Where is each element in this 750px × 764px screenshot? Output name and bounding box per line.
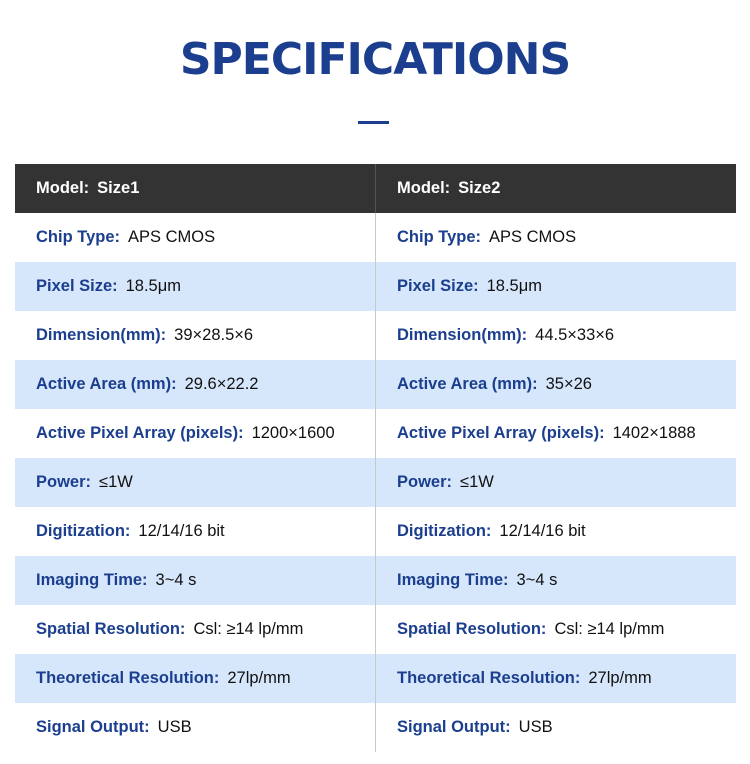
table-row (15, 262, 736, 311)
spec-label: Theoretical Resolution: (36, 669, 220, 687)
spec-cell-left (15, 458, 375, 507)
spec-value: 27lp/mm (227, 669, 291, 687)
spec-cell-left (15, 262, 375, 311)
spec-value: APS CMOS (128, 228, 216, 246)
spec-value: 3~4 s (516, 571, 558, 589)
header-value: Size2 (458, 179, 501, 197)
spec-label: Active Pixel Array (pixels): (36, 424, 244, 442)
spec-label: Signal Output: (397, 718, 511, 736)
table-row (15, 703, 736, 752)
table-header-row (15, 164, 736, 213)
header-label: Model: (36, 179, 90, 197)
table-row (15, 605, 736, 654)
header-value: Size1 (97, 179, 140, 197)
spec-cell-left (15, 605, 375, 654)
spec-value: Csl: ≥14 lp/mm (193, 620, 304, 638)
spec-cell-right (375, 213, 736, 262)
spec-cell-right (375, 311, 736, 360)
spec-cell-right (375, 409, 736, 458)
title-underline (358, 121, 389, 124)
spec-value: Csl: ≥14 lp/mm (554, 620, 665, 638)
spec-cell-left (15, 213, 375, 262)
spec-label: Active Pixel Array (pixels): (397, 424, 605, 442)
spec-label: Spatial Resolution: (397, 620, 547, 638)
spec-value: 1200×1600 (251, 424, 335, 442)
spec-cell-right (375, 703, 736, 752)
table-row (15, 213, 736, 262)
header-cell-left (15, 164, 375, 213)
table-row (15, 311, 736, 360)
spec-cell-left (15, 360, 375, 409)
spec-cell-right (375, 654, 736, 703)
spec-label: Chip Type: (397, 228, 482, 246)
spec-value: USB (518, 718, 553, 736)
header-label: Model: (397, 179, 451, 197)
page-title: SPECIFICATIONS (179, 34, 571, 85)
spec-table (15, 164, 736, 752)
spec-value: 29.6×22.2 (184, 375, 259, 393)
spec-value: ≤1W (99, 473, 133, 491)
spec-value: 18.5μm (486, 277, 542, 295)
spec-cell-right (375, 605, 736, 654)
spec-value: 18.5μm (125, 277, 181, 295)
table-row (15, 409, 736, 458)
spec-label: Theoretical Resolution: (397, 669, 581, 687)
table-row (15, 458, 736, 507)
spec-value: 12/14/16 bit (499, 522, 586, 540)
spec-cell-left (15, 507, 375, 556)
spec-value: USB (157, 718, 192, 736)
spec-label: Imaging Time: (397, 571, 509, 589)
spec-label: Active Area (mm): (36, 375, 177, 393)
spec-label: Spatial Resolution: (36, 620, 186, 638)
spec-value: 27lp/mm (588, 669, 652, 687)
spec-cell-left (15, 409, 375, 458)
spec-label: Power: (397, 473, 453, 491)
spec-cell-right (375, 458, 736, 507)
spec-label: Signal Output: (36, 718, 150, 736)
spec-value: 35×26 (545, 375, 592, 393)
spec-label: Pixel Size: (397, 277, 479, 295)
table-row (15, 556, 736, 605)
spec-value: 12/14/16 bit (138, 522, 225, 540)
table-body (15, 213, 736, 752)
table-row (15, 654, 736, 703)
spec-label: Power: (36, 473, 92, 491)
spec-label: Active Area (mm): (397, 375, 538, 393)
spec-value: 39×28.5×6 (174, 326, 254, 344)
spec-cell-left (15, 311, 375, 360)
spec-label: Chip Type: (36, 228, 121, 246)
spec-value: ≤1W (460, 473, 494, 491)
spec-value: 1402×1888 (612, 424, 696, 442)
spec-cell-right (375, 507, 736, 556)
spec-cell-left (15, 556, 375, 605)
spec-value: 44.5×33×6 (535, 326, 615, 344)
spec-label: Pixel Size: (36, 277, 118, 295)
spec-cell-right (375, 556, 736, 605)
spec-cell-left (15, 654, 375, 703)
spec-label: Imaging Time: (36, 571, 148, 589)
spec-value: APS CMOS (489, 228, 577, 246)
table-row (15, 360, 736, 409)
spec-label: Dimension(mm): (397, 326, 528, 344)
table-row (15, 507, 736, 556)
header-cell-right (375, 164, 736, 213)
spec-cell-right (375, 262, 736, 311)
spec-cell-right (375, 360, 736, 409)
spec-label: Digitization: (397, 522, 492, 540)
spec-label: Digitization: (36, 522, 131, 540)
spec-cell-left (15, 703, 375, 752)
spec-value: 3~4 s (155, 571, 197, 589)
spec-label: Dimension(mm): (36, 326, 167, 344)
